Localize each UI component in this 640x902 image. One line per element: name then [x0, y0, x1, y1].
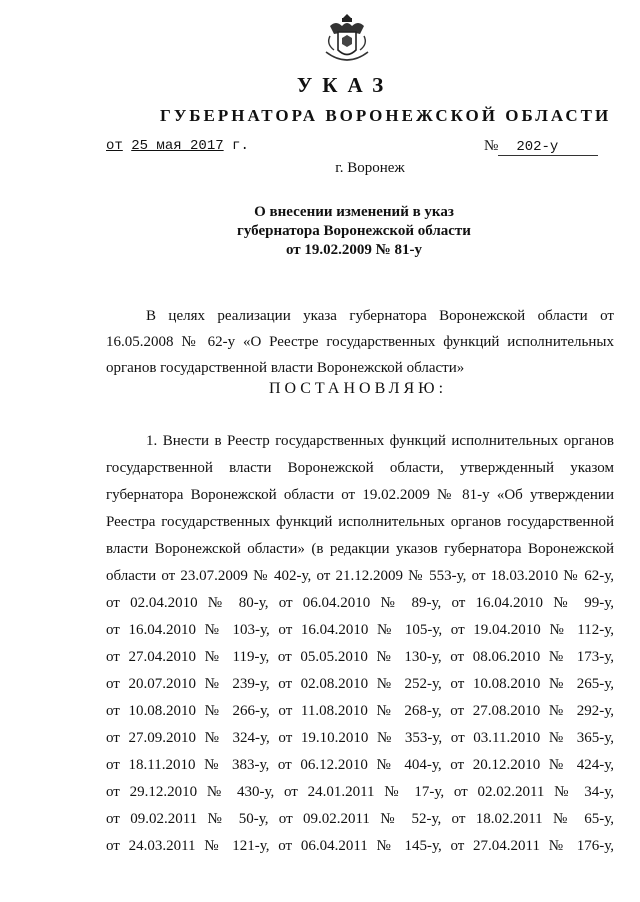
text-line: от 16.04.2010 № 103-у, от 16.04.2010 № 105-у, от 19.04.2010 № 112-у, — [106, 622, 614, 638]
heading-line: О внесении изменений в указ — [254, 204, 454, 220]
text-line: от 18.11.2010 № 383-у, от 06.12.2010 № 404-у, от 20.12.2010 № 424-у, — [106, 757, 614, 773]
text-line: от 27.04.2010 № 119-у, от 05.05.2010 № 130-у, от 08.06.2010 № 173-у, — [106, 649, 614, 665]
decree-heading — [0, 203, 640, 260]
decree-date — [106, 138, 249, 154]
coat-of-arms-emblem — [322, 12, 372, 66]
body-paragraph — [106, 428, 614, 860]
text-line: от 09.02.2011 № 50-у, от 09.02.2011 № 52-у, от 18.02.2011 № 65-у, — [106, 811, 614, 827]
decree-number — [484, 138, 598, 156]
document-title: УКАЗ — [296, 73, 394, 97]
number-value: 202-у — [498, 139, 598, 156]
text-line: государственной власти Воронежской области, утвержденный указом — [106, 460, 614, 476]
heading-line: от 19.02.2009 № 81-у — [286, 242, 422, 258]
text-line: от 24.03.2011 № 121-у, от 06.04.2011 № 145-у, от 27.04.2011 № 176-у, — [106, 838, 614, 854]
text-line: 1. Внести в Реестр государственных функций исполнительных органов — [146, 433, 614, 449]
heading-line: губернатора Воронежской области — [237, 223, 471, 239]
text-line: от 29.12.2010 № 430-у, от 24.01.2011 № 17-у, от 02.02.2011 № 34-у, — [106, 784, 614, 800]
date-value: 25 мая 2017 — [131, 138, 224, 154]
document-subtitle: ГУБЕРНАТОРА ВОРОНЕЖСКОЙ ОБЛАСТИ — [160, 106, 612, 125]
date-suffix: г. — [232, 138, 249, 154]
text-line: от 27.09.2010 № 324-у, от 19.10.2010 № 353-у, от 03.11.2010 № 365-у, — [106, 730, 614, 746]
preamble-paragraph — [106, 303, 614, 381]
text-line: от 02.04.2010 № 80-у, от 06.04.2010 № 89-у, от 16.04.2010 № 99-у, — [106, 595, 614, 611]
text-line: 16.05.2008 № 62-у «О Реестре государственных функций исполнительных — [106, 334, 614, 350]
text-line: органов государственной власти Воронежской области» — [106, 360, 465, 376]
decree-word: ПОСТАНОВЛЯЮ: — [268, 380, 448, 397]
text-line: от 20.07.2010 № 239-у, от 02.08.2010 № 252-у, от 10.08.2010 № 265-у, — [106, 676, 614, 692]
text-line: власти Воронежской области» (в редакции указов губернатора Воронежской — [106, 541, 614, 557]
text-line: Реестра государственных функций исполнительных органов государственной — [106, 514, 614, 530]
text-line: от 10.08.2010 № 266-у, от 11.08.2010 № 268-у, от 27.08.2010 № 292-у, — [106, 703, 614, 719]
date-prefix: от — [106, 138, 123, 154]
text-line: В целях реализации указа губернатора Воронежской области от — [146, 308, 614, 324]
number-prefix: № — [484, 138, 499, 154]
city-name: г. Воронеж — [335, 160, 405, 176]
text-line: губернатора Воронежской области от 19.02.2009 № 81-у «Об утверждении — [106, 487, 614, 503]
text-line: области от 23.07.2009 № 402-у, от 21.12.2009 № 553-у, от 18.03.2010 № 62-у, — [106, 568, 614, 584]
